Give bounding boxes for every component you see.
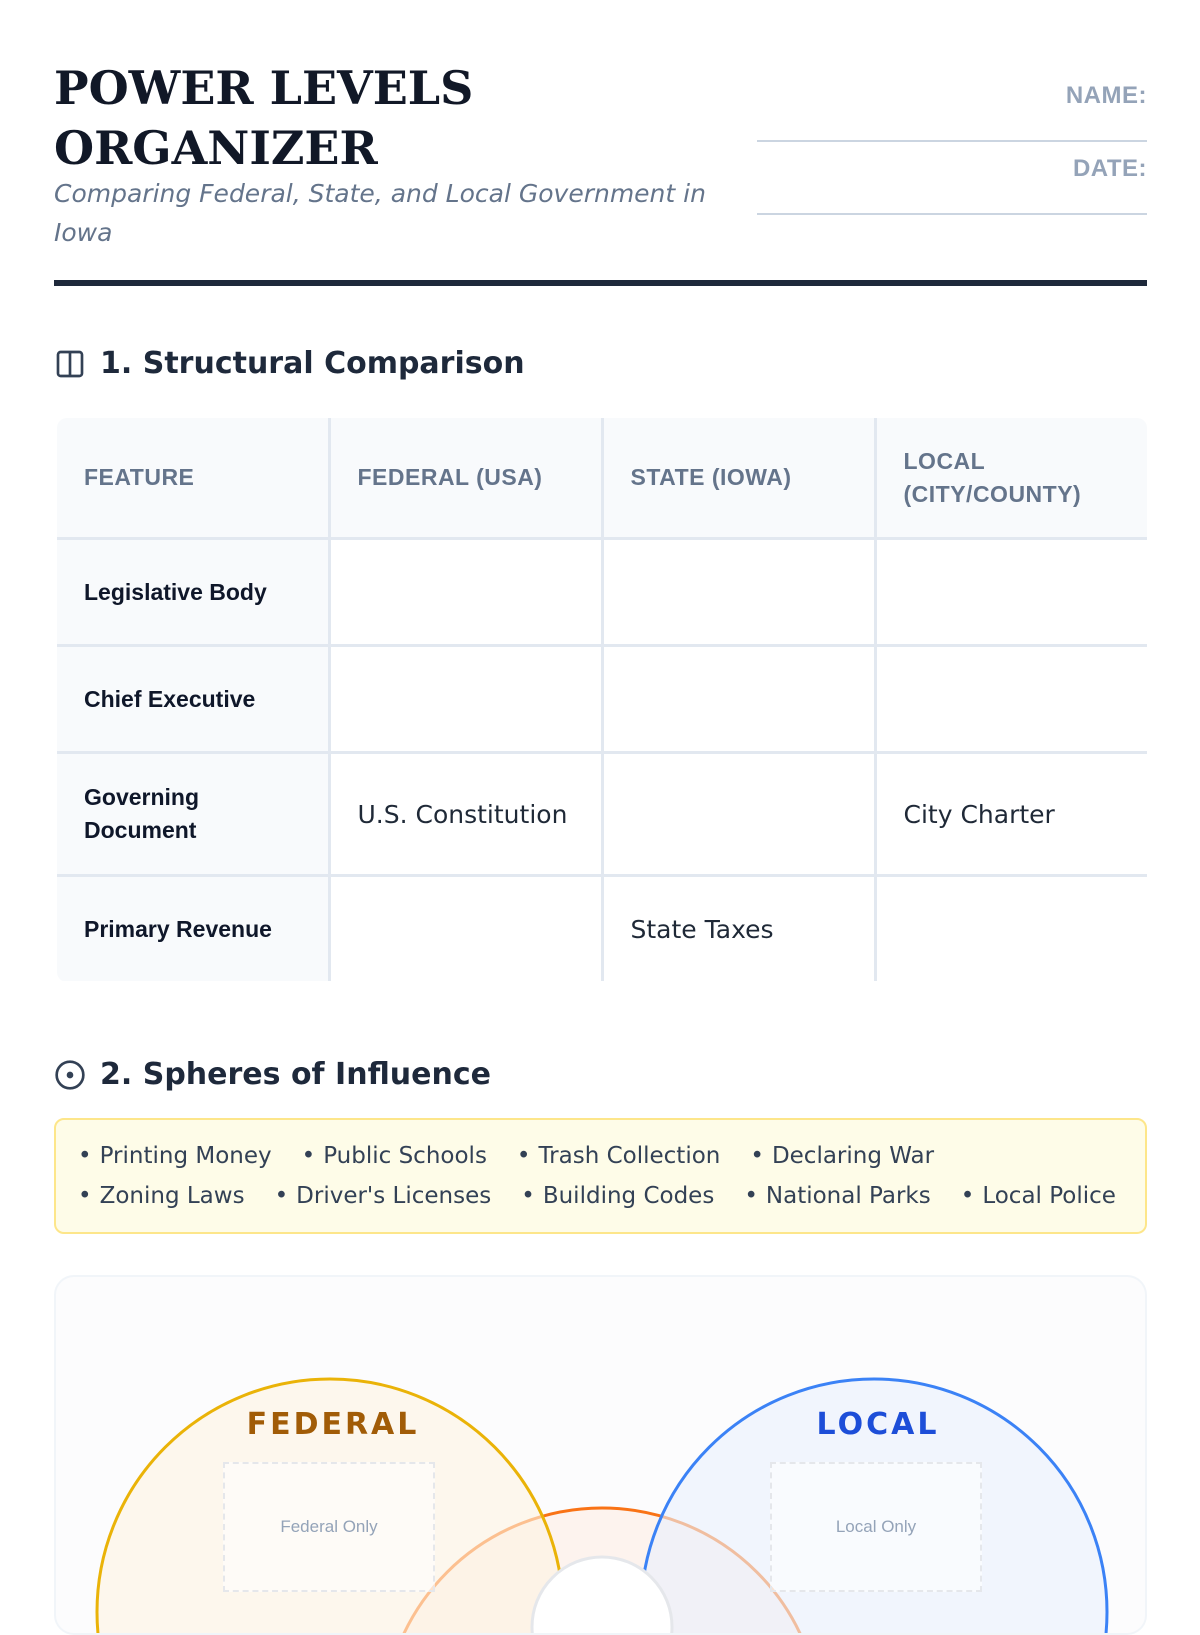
cell-local-document[interactable]: City Charter — [875, 753, 1147, 876]
student-info-fields — [757, 82, 1147, 228]
table-header-row — [57, 418, 1147, 539]
date-line[interactable] — [757, 213, 1147, 215]
venn-diagram — [56, 1277, 1147, 1635]
word-bank-item[interactable]: • Zoning Laws — [78, 1181, 245, 1211]
name-label: NAME: — [1065, 82, 1147, 109]
row-label-governing-document: Governing Document — [57, 753, 329, 876]
word-bank-item[interactable]: • Printing Money — [78, 1141, 272, 1171]
column-header-feature: FEATURE — [57, 418, 329, 539]
local-only-drop-box[interactable]: Local Only — [770, 1462, 982, 1592]
cell-federal-document[interactable]: U.S. Constitution — [329, 753, 602, 876]
page-subtitle: Comparing Federal, State, and Local Government in Iowa — [54, 179, 706, 247]
word-bank-item[interactable]: • Public Schools — [302, 1141, 487, 1171]
comparison-table — [57, 418, 1147, 982]
row-label-legislative-body: Legislative Body — [57, 539, 329, 646]
row-label-primary-revenue: Primary Revenue — [57, 876, 329, 982]
row-label-chief-executive: Chief Executive — [57, 646, 329, 753]
venn-diagram-panel — [54, 1275, 1147, 1635]
word-bank-item[interactable]: • Driver's Licenses — [275, 1181, 492, 1211]
word-bank — [54, 1118, 1147, 1234]
cell-state-revenue[interactable]: State Taxes — [602, 876, 875, 982]
cell-state-executive[interactable] — [602, 646, 875, 753]
word-bank-item[interactable]: • Building Codes — [521, 1181, 714, 1211]
word-bank-item[interactable]: • Local Police — [961, 1181, 1116, 1211]
table-row — [57, 753, 1147, 876]
cell-federal-legislative[interactable] — [329, 539, 602, 646]
local-circle-label: LOCAL — [816, 1407, 940, 1442]
columns-icon — [54, 348, 86, 380]
table-row — [57, 876, 1147, 982]
federal-only-drop-box[interactable]: Federal Only — [223, 1462, 435, 1592]
date-label: DATE: — [1072, 155, 1147, 182]
cell-federal-executive[interactable] — [329, 646, 602, 753]
cell-local-revenue[interactable] — [875, 876, 1147, 982]
worksheet-header — [54, 54, 1147, 286]
name-line[interactable] — [757, 140, 1147, 142]
table-row — [57, 539, 1147, 646]
target-icon — [54, 1059, 86, 1091]
date-field[interactable] — [757, 155, 1147, 228]
section-structural-comparison-heading — [54, 346, 525, 381]
table-row — [57, 646, 1147, 753]
column-header-state: STATE (IOWA) — [602, 418, 875, 539]
cell-local-executive[interactable] — [875, 646, 1147, 753]
cell-state-document[interactable] — [602, 753, 875, 876]
cell-local-legislative[interactable] — [875, 539, 1147, 646]
page-title: POWER LEVELS ORGANIZER — [54, 61, 474, 175]
word-bank-item[interactable]: • National Parks — [744, 1181, 930, 1211]
column-header-federal: FEDERAL (USA) — [329, 418, 602, 539]
cell-state-legislative[interactable] — [602, 539, 875, 646]
word-bank-item[interactable]: • Declaring War — [750, 1141, 934, 1171]
federal-circle-label: FEDERAL — [246, 1407, 420, 1442]
section-title-text: 1. Structural Comparison — [100, 346, 525, 381]
section-title-text: 2. Spheres of Influence — [100, 1057, 491, 1092]
cell-federal-revenue[interactable] — [329, 876, 602, 982]
column-header-local: LOCAL (CITY/COUNTY) — [875, 418, 1147, 539]
section-spheres-heading — [54, 1057, 491, 1092]
word-bank-item[interactable]: • Trash Collection — [517, 1141, 720, 1171]
name-field[interactable] — [757, 82, 1147, 155]
